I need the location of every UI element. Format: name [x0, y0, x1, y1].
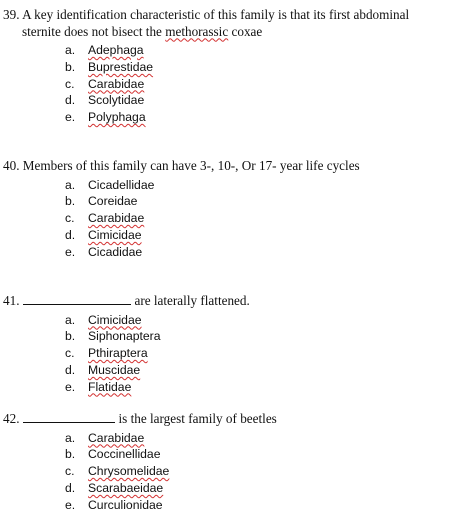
- option-text: Coreidae: [88, 194, 138, 209]
- option-letter: e.: [65, 497, 76, 512]
- option-text[interactable]: Cimicidae: [88, 227, 142, 242]
- option-c: [3, 76, 469, 93]
- option-b: [3, 59, 469, 76]
- question-stem-line: A key identification characteristic of this family is that its first abdominal: [22, 7, 410, 22]
- option-d: [3, 92, 469, 109]
- option-text[interactable]: Chrysomelidae: [88, 464, 170, 479]
- option-letter: d.: [65, 480, 76, 495]
- answer-blank[interactable]: [23, 294, 131, 305]
- question-39: [3, 7, 469, 126]
- option-c: [3, 463, 469, 480]
- option-b: [3, 446, 469, 463]
- question-number: 39.: [3, 7, 20, 22]
- question-40: [3, 158, 469, 260]
- question-42: [3, 411, 469, 513]
- option-d: [3, 362, 469, 379]
- option-d: [3, 480, 469, 497]
- option-text: Cicadellidae: [88, 177, 155, 192]
- question-stem-line: are laterally flattened.: [134, 293, 250, 308]
- question-41: [3, 293, 469, 395]
- question-stem: [3, 411, 469, 428]
- option-text[interactable]: Polyphaga: [88, 110, 146, 125]
- answer-options: [3, 42, 469, 126]
- option-letter: b.: [65, 329, 76, 344]
- option-text: Curculionidae: [88, 497, 163, 512]
- option-letter: a.: [65, 430, 76, 445]
- question-number: 40.: [3, 158, 20, 173]
- option-letter: c.: [65, 76, 75, 91]
- stem-text: coxae: [228, 23, 263, 39]
- option-a: [3, 42, 469, 59]
- option-e: [3, 244, 469, 261]
- question-number: 42.: [3, 411, 20, 426]
- option-text: Coccinellidae: [88, 447, 161, 462]
- answer-options: [3, 430, 469, 514]
- option-text[interactable]: Pthiraptera: [88, 346, 148, 361]
- answer-options: [3, 177, 469, 261]
- option-letter: e.: [65, 379, 76, 394]
- option-a: [3, 430, 469, 447]
- option-c: [3, 210, 469, 227]
- option-letter: a.: [65, 312, 76, 327]
- option-a: [3, 177, 469, 194]
- option-letter: a.: [65, 43, 76, 57]
- option-letter: c.: [65, 464, 75, 479]
- option-text[interactable]: Carabidae: [88, 430, 145, 445]
- option-a: [3, 312, 469, 329]
- option-text[interactable]: Flatidae: [88, 379, 132, 394]
- option-e: [3, 497, 469, 514]
- option-text[interactable]: Scarabaeidae: [88, 480, 164, 495]
- option-letter: b.: [65, 447, 76, 462]
- option-text: Siphonaptera: [88, 329, 161, 344]
- option-b: [3, 193, 469, 210]
- stem-text: sternite does not bisect the: [22, 23, 166, 39]
- option-d: [3, 227, 469, 244]
- option-letter: d.: [65, 93, 76, 108]
- option-e: [3, 109, 469, 126]
- option-text[interactable]: Carabidae: [88, 211, 145, 226]
- option-letter: e.: [65, 244, 76, 259]
- question-stem: [3, 158, 469, 175]
- option-b: [3, 328, 469, 345]
- option-text[interactable]: Muscidae: [88, 362, 141, 377]
- option-letter: c.: [65, 346, 75, 361]
- option-text[interactable]: Buprestidae: [88, 59, 154, 74]
- question-number: 41.: [3, 293, 20, 308]
- option-letter: d.: [65, 227, 76, 242]
- option-letter: d.: [65, 362, 76, 377]
- option-letter: b.: [65, 194, 76, 209]
- option-text[interactable]: Carabidae: [88, 76, 145, 91]
- option-letter: e.: [65, 110, 76, 125]
- option-text[interactable]: Adephaga: [88, 43, 144, 57]
- option-text[interactable]: Cimicidae: [88, 312, 142, 327]
- question-stem: [3, 293, 469, 310]
- option-letter: c.: [65, 211, 75, 226]
- option-e: [3, 379, 469, 396]
- option-letter: a.: [65, 177, 76, 192]
- question-stem: [3, 7, 469, 40]
- answer-options: [3, 312, 469, 396]
- option-letter: b.: [65, 59, 76, 74]
- option-text: Scolytidae: [88, 93, 145, 108]
- question-stem-line: is the largest family of beetles: [118, 411, 277, 426]
- question-stem-continuation: [3, 24, 469, 41]
- misspelled-word[interactable]: methorassic: [165, 23, 229, 39]
- question-stem-line: Members of this family can have 3-, 10-, Or 17- year life cycles: [22, 158, 360, 173]
- option-c: [3, 345, 469, 362]
- answer-blank[interactable]: [23, 412, 115, 423]
- option-text: Cicadidae: [88, 244, 143, 259]
